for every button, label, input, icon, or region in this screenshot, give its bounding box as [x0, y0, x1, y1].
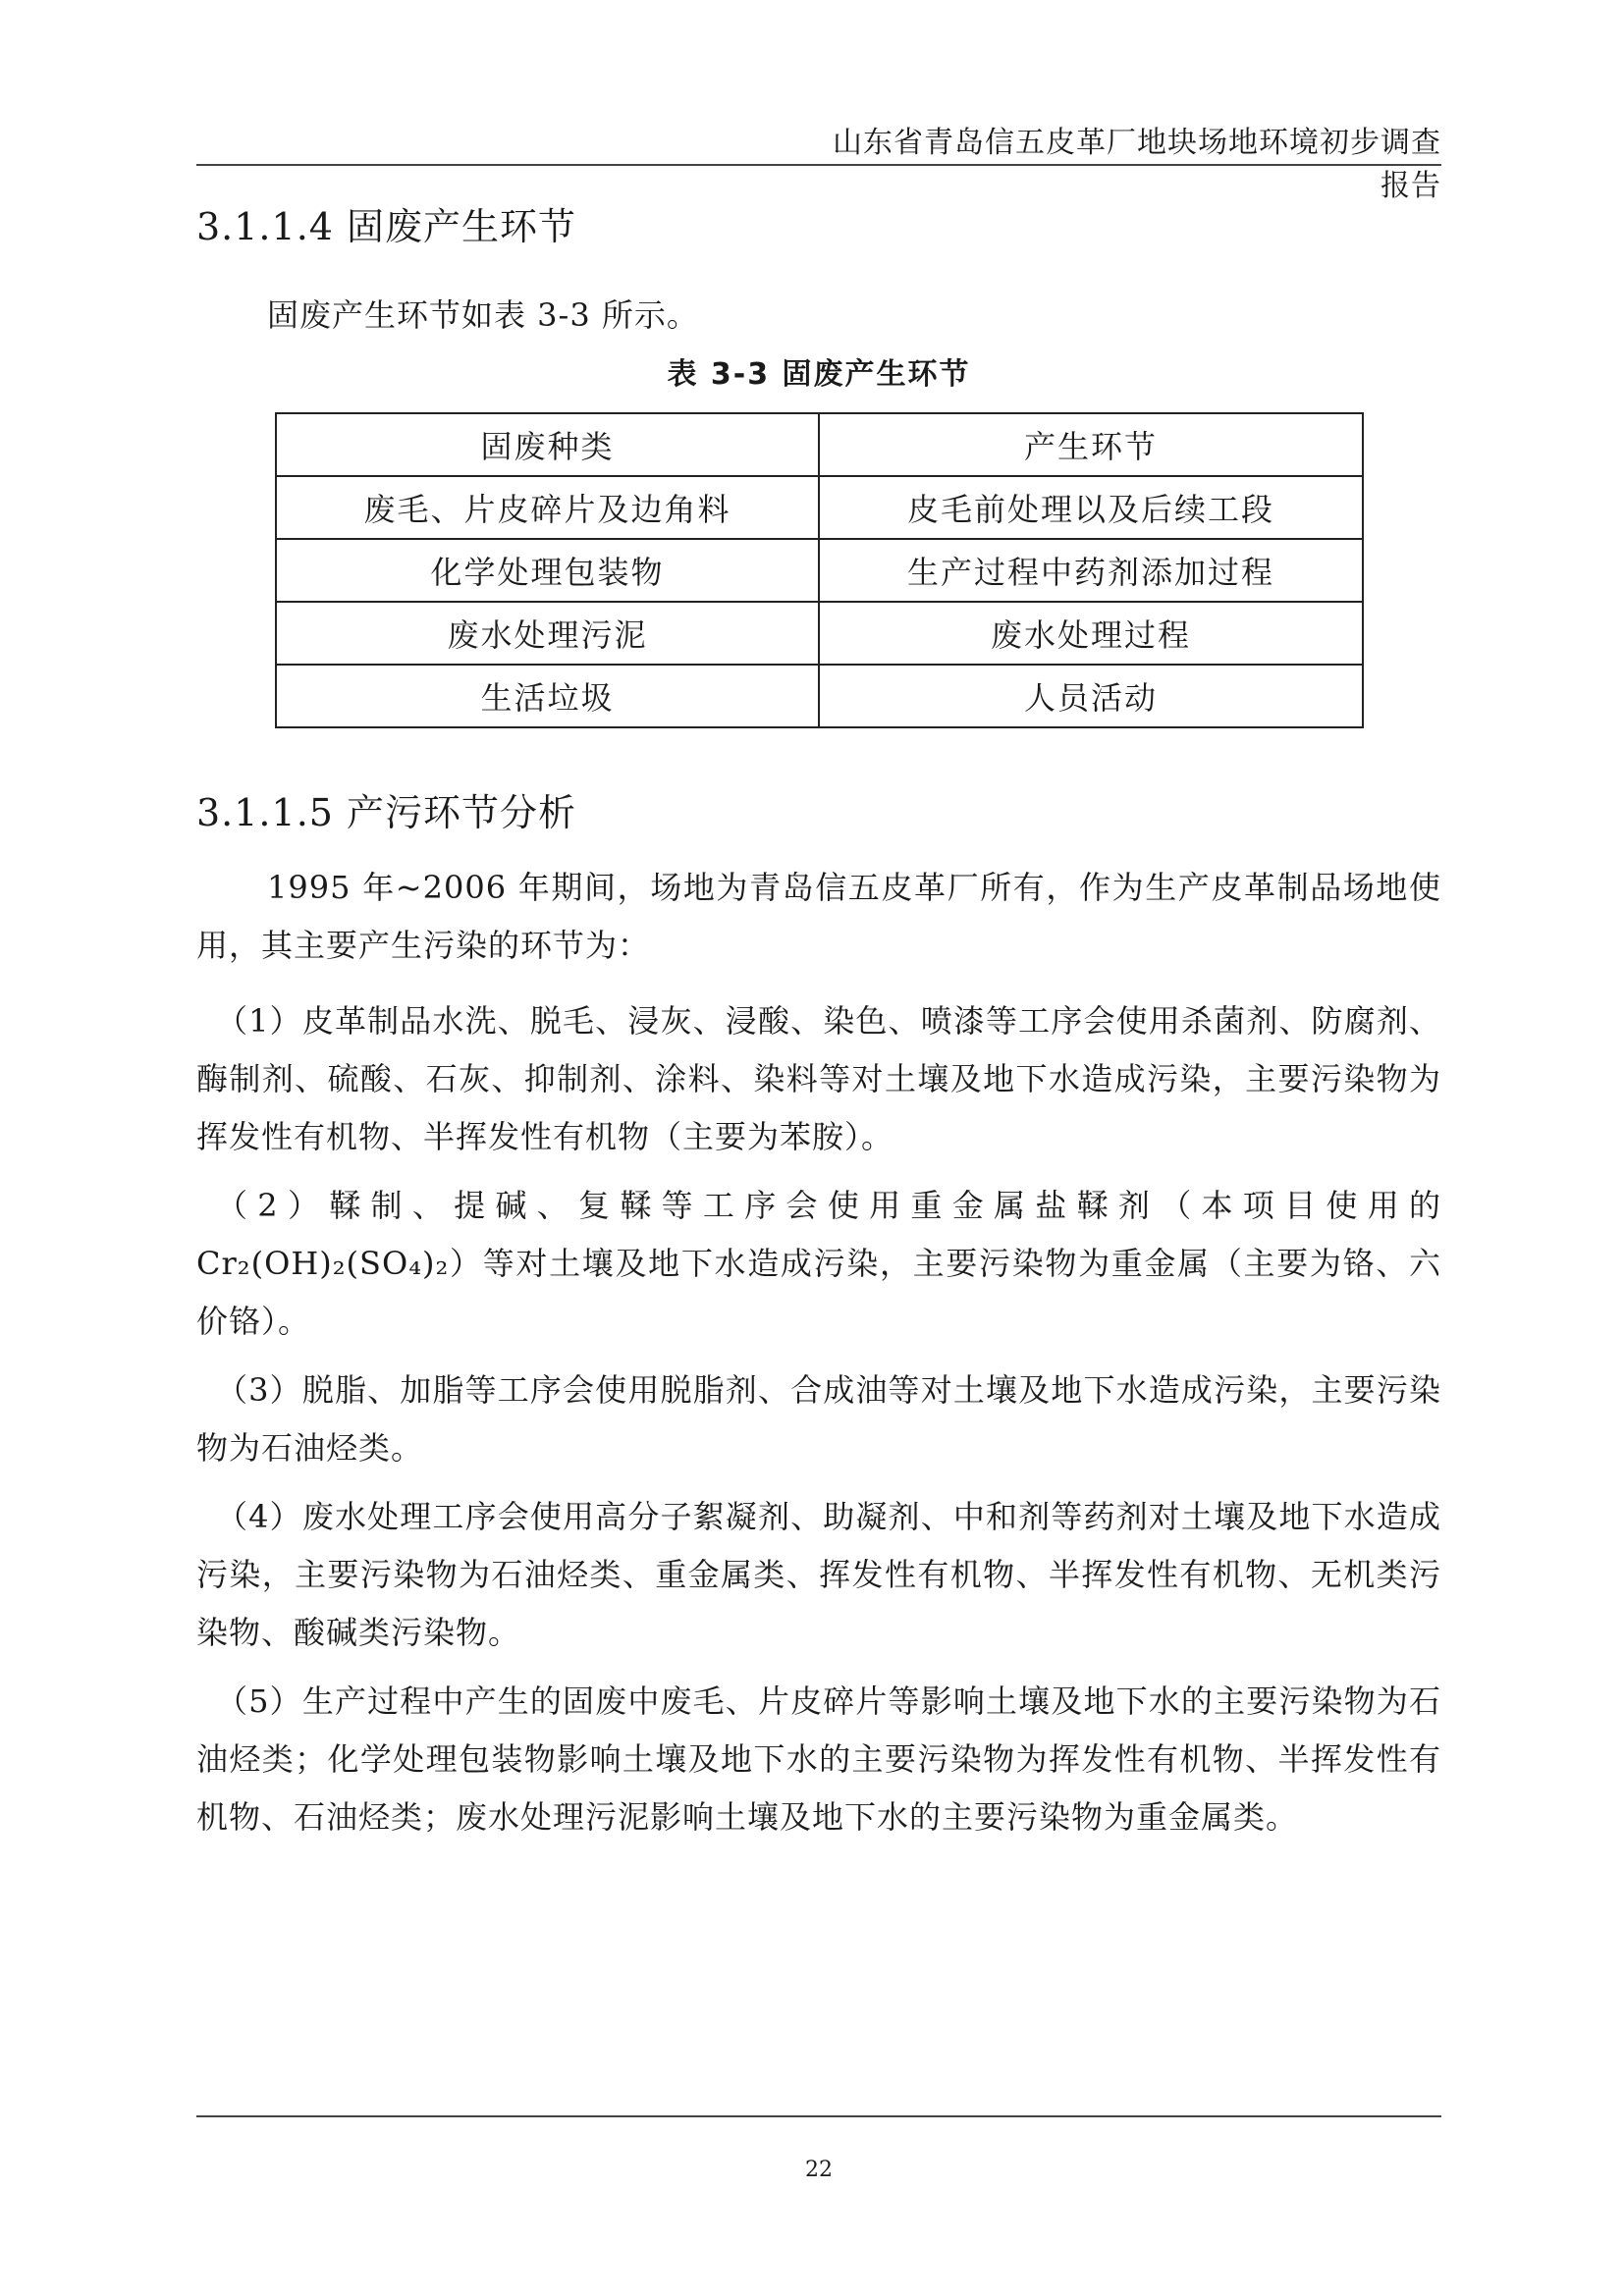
table-caption: 表 3-3 固废产生环节 [667, 357, 971, 392]
footer-divider [196, 2115, 1441, 2117]
table-cell: 废水处理污泥 [276, 602, 819, 665]
table-row [276, 602, 1363, 665]
table-cell: 生产过程中药剂添加过程 [819, 539, 1363, 602]
section-intro-text: 固废产生环节如表 3-3 所示。 [267, 296, 699, 334]
body-paragraph: （3）脱脂、加脂等工序会使用脱脂剂、合成油等对土壤及地下水造成污染，主要污染物为石油烃类。 [196, 1371, 1441, 1467]
document-header-title: 山东省青岛信五皮革厂地块场地环境初步调查报告 [833, 126, 1441, 203]
body-paragraph: （5）生产过程中产生的固废中废毛、片皮碎片等影响土壤及地下水的主要污染物为石油烃类；化学处理包装物影响土壤及地下水的主要污染物为挥发性有机物、半挥发性有机物、石油烃类；废水处理污泥影响土壤及地下水的主要污染物为重金属类。 [196, 1682, 1441, 1836]
table-cell: 生活垃圾 [276, 665, 819, 727]
table-cell: 废毛、片皮碎片及边角料 [276, 476, 819, 539]
table-cell: 废水处理过程 [819, 602, 1363, 665]
table-cell: 人员活动 [819, 665, 1363, 727]
body-paragraph: （1）皮革制品水洗、脱毛、浸灰、浸酸、染色、喷漆等工序会使用杀菌剂、防腐剂、酶制剂、硫酸、石灰、抑制剂、涂料、染料等对土壤及地下水造成污染，主要污染物为挥发性有机物、半挥发性有机物（主要为苯胺）。 [196, 1002, 1441, 1155]
table-header-row [276, 413, 1363, 476]
table-header-cell: 产生环节 [819, 413, 1363, 476]
page-number: 22 [805, 2158, 833, 2182]
table-cell: 皮毛前处理以及后续工段 [819, 476, 1363, 539]
body-paragraph: （4）废水处理工序会使用高分子絮凝剂、助凝剂、中和剂等药剂对土壤及地下水造成污染，主要污染物为石油烃类、重金属类、挥发性有机物、半挥发性有机物、无机类污染物、酸碱类污染物。 [196, 1498, 1441, 1651]
section-heading-pollution-analysis: 3.1.1.5 产污环节分析 [196, 791, 577, 834]
table-row [276, 476, 1363, 539]
table-header-cell: 固废种类 [276, 413, 819, 476]
table-row [276, 539, 1363, 602]
analysis-body [196, 859, 1441, 1857]
body-paragraph: 1995 年~2006 年期间，场地为青岛信五皮革厂所有，作为生产皮革制品场地使用，其主要产生污染的环节为： [196, 869, 1441, 964]
table-cell: 化学处理包装物 [276, 539, 819, 602]
section-heading-solid-waste: 3.1.1.4 固废产生环节 [196, 205, 577, 248]
body-paragraph: （2）鞣制、提碱、复鞣等工序会使用重金属盐鞣剂（本项目使用的 Cr₂(OH)₂(SO₄)₂）等对土壤及地下水造成污染，主要污染物为重金属（主要为铬、六价铬）。 [196, 1187, 1441, 1340]
header-divider [196, 164, 1441, 166]
solid-waste-table [275, 412, 1364, 728]
table-row [276, 665, 1363, 727]
